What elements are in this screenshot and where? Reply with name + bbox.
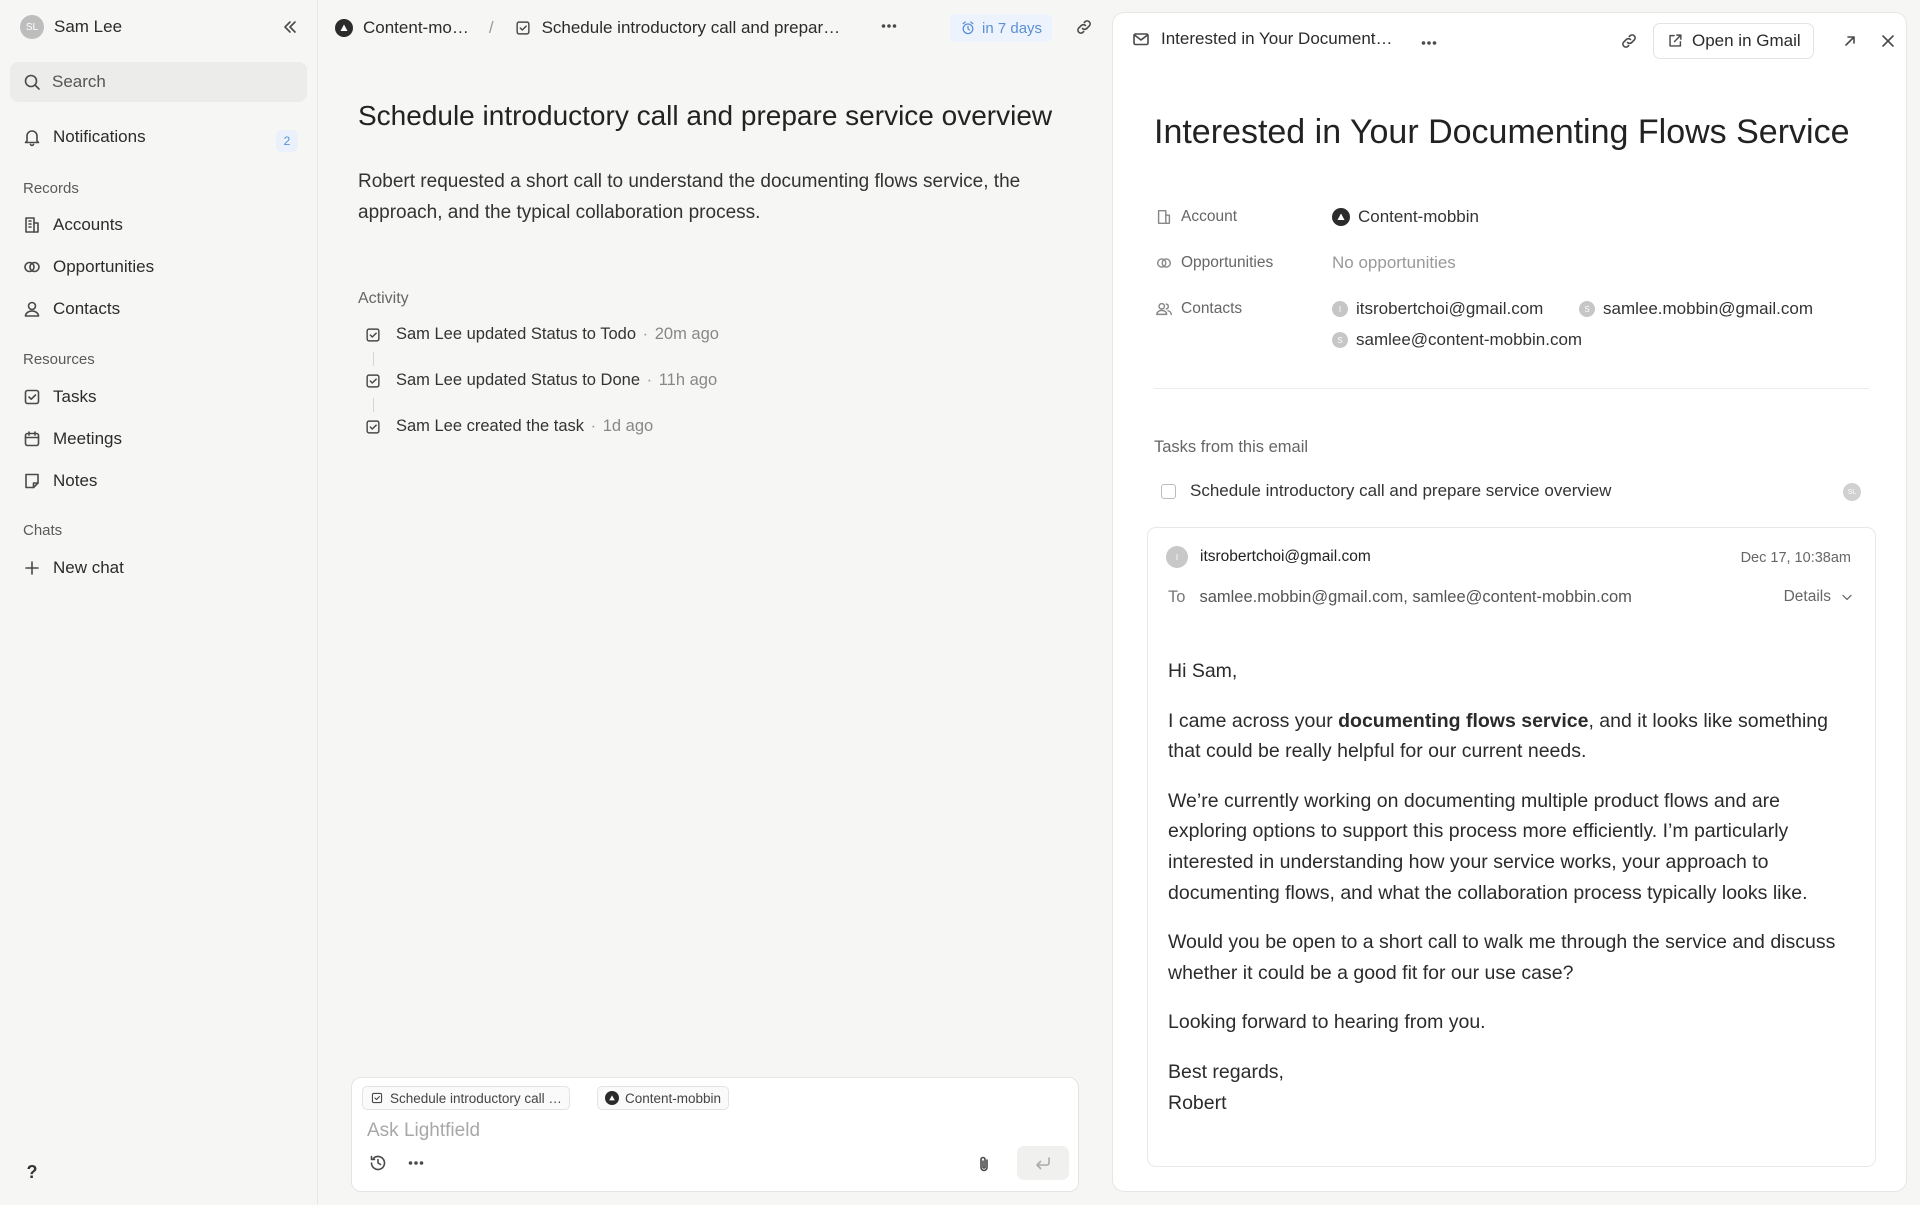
- sidebar-item-opportunities[interactable]: [22, 257, 154, 277]
- link-icon: [1619, 31, 1639, 51]
- recipient-list: samlee.mobbin@gmail.com, samlee@content-mobbin.com: [1199, 588, 1632, 606]
- copy-link-button[interactable]: [1074, 17, 1094, 37]
- enter-icon: [1033, 1153, 1053, 1173]
- activity-item: [364, 371, 717, 390]
- account-property-label: [1155, 208, 1237, 226]
- due-date-badge[interactable]: [950, 14, 1052, 42]
- sidebar-item-accounts[interactable]: [22, 215, 123, 235]
- calendar-icon: [22, 429, 42, 449]
- open-in-gmail-label: Open in Gmail: [1692, 31, 1801, 50]
- contact-avatar: S: [1332, 332, 1348, 348]
- open-in-gmail-button[interactable]: [1653, 23, 1814, 59]
- context-chip-account[interactable]: [597, 1086, 729, 1110]
- breadcrumb-task[interactable]: [514, 18, 841, 38]
- paperclip-icon: [974, 1154, 994, 1174]
- divider: [1154, 388, 1869, 389]
- sender-email: itsrobertchoi@gmail.com: [1200, 548, 1371, 565]
- contact-chip[interactable]: [1332, 330, 1582, 350]
- more-horizontal-icon: [879, 16, 899, 36]
- records-section-header: Records: [23, 180, 79, 197]
- sidebar-item-label: Contacts: [53, 299, 121, 318]
- contact-chip[interactable]: [1579, 299, 1813, 319]
- link-icon: [1074, 17, 1094, 37]
- notifications-count-badge: 2: [276, 130, 298, 152]
- breadcrumb-task-label: Schedule introductory call and prepar…: [541, 18, 841, 37]
- email-sender: [1166, 546, 1371, 568]
- contact-email: samlee@content-mobbin.com: [1356, 330, 1583, 349]
- building-icon: [1155, 208, 1173, 226]
- activity-separator: ·: [646, 371, 653, 389]
- sidebar-item-notes[interactable]: [22, 471, 97, 491]
- search-placeholder: Search: [52, 72, 106, 91]
- history-button[interactable]: [368, 1153, 388, 1173]
- checkbox-icon: [22, 387, 42, 407]
- details-label: Details: [1783, 588, 1831, 605]
- property-label: Opportunities: [1181, 254, 1274, 271]
- contact-email: samlee.mobbin@gmail.com: [1603, 299, 1814, 318]
- bell-icon: [22, 127, 42, 147]
- email-body: [1168, 656, 1858, 1137]
- breadcrumb-account-label: Content-mo…: [363, 18, 469, 37]
- context-chip-label: Content-mobbin: [625, 1090, 722, 1106]
- account-logo-icon: [1332, 208, 1350, 226]
- activity-item: [364, 417, 653, 436]
- bold-text-run: documenting flows service: [1338, 709, 1589, 732]
- text-run: I came across your: [1168, 709, 1339, 732]
- to-label: To: [1168, 588, 1186, 606]
- chat-composer: [351, 1077, 1079, 1192]
- property-label: Account: [1181, 208, 1238, 225]
- sidebar: [0, 0, 318, 1205]
- task-title[interactable]: Schedule introductory call and prepare service overview: [358, 100, 1053, 131]
- resources-section-header: Resources: [23, 351, 95, 368]
- sidebar-item-contacts[interactable]: [22, 299, 120, 319]
- ask-input[interactable]: Ask Lightfield: [367, 1120, 481, 1141]
- note-icon: [22, 471, 42, 491]
- breadcrumb-account[interactable]: [335, 18, 469, 38]
- history-icon: [368, 1153, 388, 1173]
- sidebar-item-label: Notes: [53, 471, 98, 490]
- user-name: Sam Lee: [54, 17, 123, 36]
- building-icon: [22, 215, 42, 235]
- activity-time: 1d ago: [602, 417, 654, 435]
- opportunities-icon: [1155, 254, 1173, 272]
- activity-text: Sam Lee updated Status to Done: [396, 371, 641, 389]
- sender-avatar: I: [1166, 546, 1188, 568]
- opportunities-icon: [22, 257, 42, 277]
- email-greeting: Hi Sam,: [1168, 660, 1238, 682]
- external-link-icon: [1666, 32, 1684, 50]
- checkbox-icon: [364, 372, 382, 390]
- email-more-button[interactable]: [1419, 33, 1439, 53]
- details-toggle[interactable]: [1784, 588, 1855, 606]
- timeline-connector: [373, 352, 374, 366]
- search-icon: [22, 72, 42, 92]
- double-chevron-left-icon: [280, 17, 300, 37]
- composer-more-button[interactable]: [406, 1153, 426, 1173]
- chevron-down-icon: [1839, 589, 1855, 605]
- email-signoff: [1168, 1057, 1858, 1118]
- checkbox-icon: [364, 326, 382, 344]
- sidebar-item-notifications[interactable]: [22, 127, 146, 147]
- task-detail-pane: [319, 0, 1099, 1205]
- task-description[interactable]: Robert requested a short call to understand the documenting flows service, the approach, and the typical collaboration process.: [358, 171, 1021, 223]
- more-horizontal-icon: [1419, 33, 1439, 53]
- sidebar-item-tasks[interactable]: [22, 387, 96, 407]
- email-date: Dec 17, 10:38am: [1740, 550, 1851, 566]
- activity-time: 20m ago: [654, 325, 719, 343]
- email-paragraph: Would you be open to a short call to walk me through the service and discuss whether it could be a good fit for our use case?: [1168, 931, 1836, 984]
- context-chip-task[interactable]: [362, 1086, 570, 1110]
- contact-avatar: S: [1579, 301, 1595, 317]
- activity-separator: ·: [590, 417, 597, 435]
- checkbox-icon: [514, 19, 532, 37]
- signoff-text: Best regards,: [1168, 1060, 1284, 1083]
- chats-section-header: Chats: [23, 522, 63, 539]
- search-input[interactable]: [10, 62, 307, 102]
- collapse-sidebar-button[interactable]: [280, 17, 300, 37]
- arrow-up-right-icon: [1840, 31, 1860, 51]
- email-panel: [1112, 12, 1907, 1192]
- close-icon: [1878, 31, 1898, 51]
- context-chip-label: Schedule introductory call …: [390, 1090, 562, 1106]
- envelope-icon: [1131, 29, 1151, 49]
- sidebar-item-meetings[interactable]: [22, 429, 122, 449]
- email-task-item[interactable]: [1161, 481, 1611, 501]
- checkbox-icon: [364, 418, 382, 436]
- text-run: , and it looks like something that could be really helpful for our current needs.: [1168, 709, 1828, 763]
- sidebar-item-label: Notifications: [53, 127, 146, 146]
- new-chat-button[interactable]: [22, 558, 124, 578]
- activity-separator: ·: [642, 325, 649, 343]
- attach-button[interactable]: [974, 1154, 994, 1174]
- due-date-label: in 7 days: [982, 19, 1043, 37]
- avatar: SL: [20, 15, 44, 39]
- activity-item: [364, 325, 719, 344]
- more-options-button[interactable]: [879, 16, 899, 36]
- expand-button[interactable]: [1840, 31, 1860, 51]
- timeline-connector: [373, 398, 374, 412]
- people-icon: [1155, 300, 1173, 318]
- user-menu[interactable]: [20, 15, 122, 39]
- email-panel-header: [1131, 29, 1393, 49]
- task-owner-avatar: SL: [1843, 483, 1861, 501]
- account-logo-icon: [605, 1091, 619, 1105]
- email-recipients: [1168, 588, 1632, 607]
- email-paragraph: We’re currently working on documenting multiple product flows and are exploring options to support this process more efficiently. I’m particularly interested in understanding how your service works, your approach to documenting flows, and what the collaboration process typically looks like.: [1168, 789, 1808, 904]
- person-icon: [22, 299, 42, 319]
- sidebar-item-label: Accounts: [53, 215, 123, 234]
- activity-header: Activity: [358, 290, 409, 307]
- help-button[interactable]: ?: [26, 1162, 38, 1182]
- sidebar-item-label: Tasks: [53, 387, 97, 406]
- contact-email: itsrobertchoi@gmail.com: [1356, 299, 1544, 318]
- tasks-from-email-header: Tasks from this email: [1154, 438, 1309, 456]
- activity-text: Sam Lee updated Status to Todo: [396, 325, 637, 343]
- alarm-clock-icon: [960, 20, 976, 36]
- new-chat-label: New chat: [53, 558, 124, 577]
- task-checkbox[interactable]: [1161, 484, 1176, 499]
- breadcrumb-separator: /: [488, 18, 494, 37]
- email-paragraph: Looking forward to hearing from you.: [1168, 1011, 1486, 1034]
- contact-avatar: I: [1332, 301, 1348, 317]
- account-name: Content-mobbin: [1358, 207, 1479, 226]
- account-logo-icon: [335, 19, 353, 37]
- sidebar-item-label: Opportunities: [53, 257, 155, 276]
- sidebar-item-label: Meetings: [53, 429, 122, 448]
- breadcrumb: [335, 14, 840, 42]
- contact-chip[interactable]: [1332, 299, 1543, 319]
- email-message: [1147, 527, 1876, 1167]
- activity-text: Sam Lee created the task: [396, 417, 585, 435]
- email-panel-title: Interested in Your Document…: [1161, 29, 1393, 48]
- email-paragraph: [1168, 706, 1858, 767]
- plus-icon: [22, 558, 42, 578]
- activity-time: 11h ago: [658, 371, 718, 389]
- account-property-value[interactable]: [1332, 207, 1479, 227]
- close-button[interactable]: [1878, 31, 1898, 51]
- property-label: Contacts: [1181, 300, 1243, 317]
- checkbox-icon: [370, 1091, 384, 1105]
- opportunities-property-value[interactable]: No opportunities: [1332, 253, 1456, 272]
- send-button[interactable]: [1017, 1146, 1069, 1180]
- email-task-label: Schedule introductory call and prepare service overview: [1190, 481, 1612, 500]
- email-copy-link-button[interactable]: [1619, 31, 1639, 51]
- more-horizontal-icon: [406, 1153, 426, 1173]
- signature-text: Robert: [1168, 1091, 1227, 1114]
- opportunities-property-label: [1155, 254, 1273, 272]
- contacts-property-label: [1155, 300, 1242, 318]
- email-subject: Interested in Your Documenting Flows Service: [1154, 113, 1850, 151]
